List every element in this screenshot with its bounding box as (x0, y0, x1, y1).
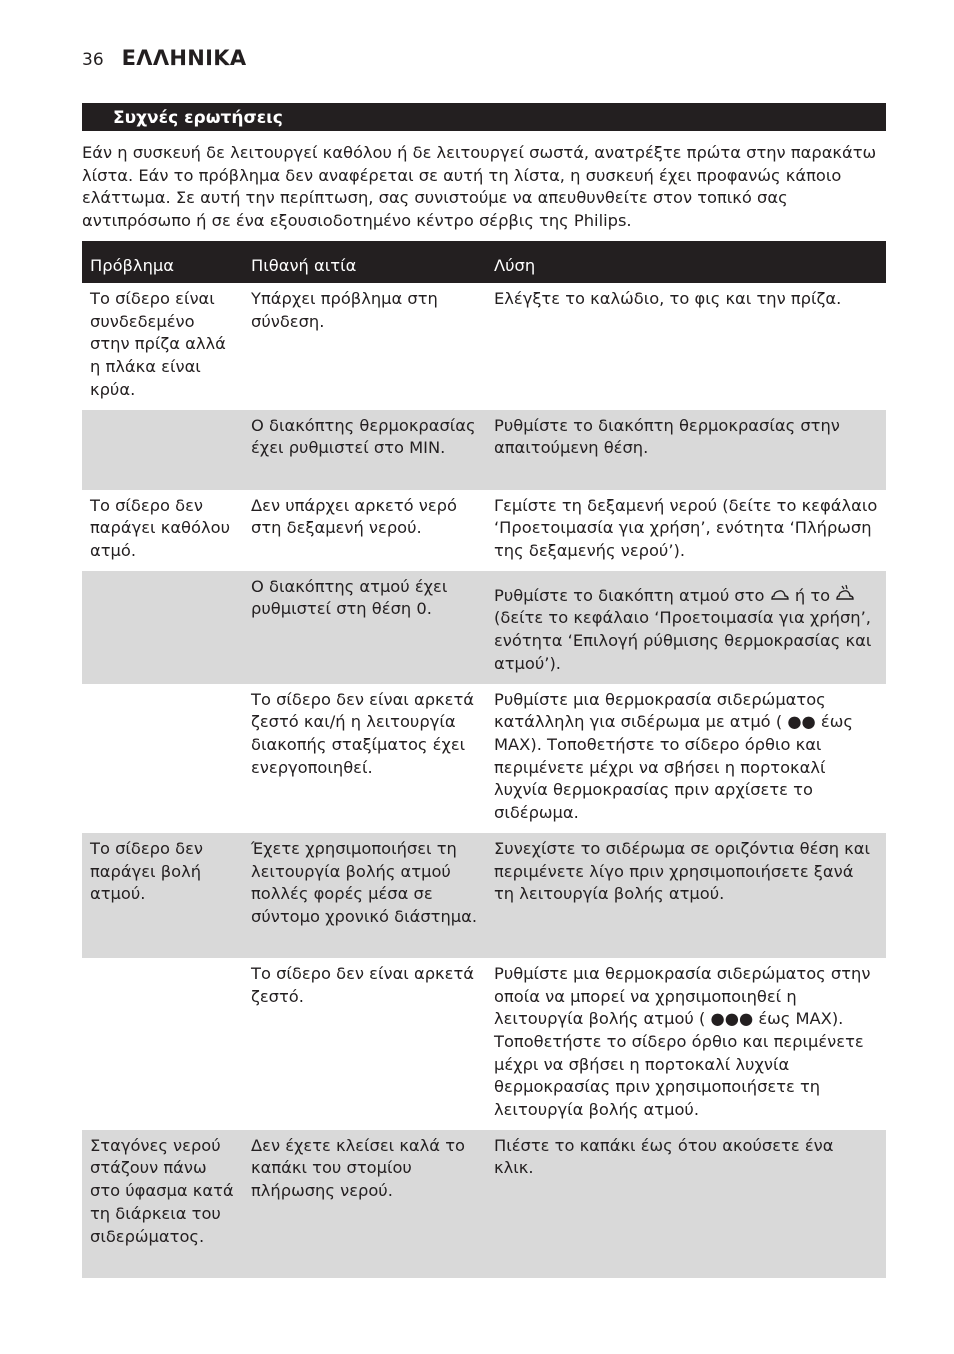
solution-text-part-1: Ρυθμίστε το διακόπτη ατμού στο (494, 585, 765, 605)
troubleshooting-table (82, 241, 886, 1278)
table-row (82, 1130, 886, 1278)
page-number: 36 (82, 50, 104, 70)
problem-cell: Το σίδερο δεν παράγει καθόλου ατμό. (90, 495, 230, 560)
table-row (82, 958, 886, 1130)
problem-cell (82, 684, 243, 833)
solution-text-part-3: (δείτε το κεφάλαιο ‘Προετοιμασία για χρήση’, ενότητα ‘Επιλογή ρύθμισης θερμοκρασίας και ατμού’). (494, 608, 872, 673)
cause-cell: Ο διακόπτης ατμού έχει ρυθμιστεί στη θέση 0. (243, 571, 486, 684)
cause-cell: Ο διακόπτης θερμοκρασίας έχει ρυθμιστεί στο MIN. (243, 410, 486, 490)
language-title: ΕΛΛΗΝΙΚΑ (121, 46, 247, 70)
cause-cell: Υπάρχει πρόβλημα στη σύνδεση. (251, 289, 438, 331)
problem-cell: Το σίδερο δεν παράγει βολή ατμού. (82, 833, 243, 958)
problem-cell (82, 410, 243, 490)
table-row (82, 283, 886, 410)
column-header-problem: Πρόβλημα (82, 241, 243, 283)
column-header-cause: Πιθανή αιτία (243, 241, 486, 283)
solution-cell: Πιέστε το καπάκι έως ότου ακούσετε ένα κλικ. (486, 1130, 886, 1278)
solution-cell: Γεμίστε τη δεξαμενή νερού (δείτε το κεφάλαιο ‘Προετοιμασία για χρήση’, ενότητα ‘Πλήρωση της δεξαμενής νερού’). (494, 495, 878, 560)
intro-paragraph: Εάν η συσκευή δε λειτουργεί καθόλου ή δε λειτουργεί σωστά, ανατρέξτε πρώτα στην παρακάτω λίστα. Εάν το πρόβλημα δεν αναφέρεται σε αυτή τη λίστα, η συσκευή έχει προφανώς κάποιο ελάττωμα. Σε αυτή την περίπτωση, σας συνιστούμε να απευθυνθείτε στον τοπικό σας αντιπρόσωπο ή σε ένα εξουσιοδοτημένο κέντρο σέρβις της Philips. (82, 143, 877, 230)
table-row (82, 410, 886, 490)
problem-cell (82, 958, 243, 1130)
table-row (82, 571, 886, 684)
solution-cell: Ελέγξτε το καλώδιο, το φις και την πρίζα. (494, 289, 842, 308)
section-title: Συχνές ερωτήσεις (82, 103, 886, 131)
cause-cell: Δεν υπάρχει αρκετό νερό στη δεξαμενή νερού. (251, 495, 457, 538)
steam-high-icon (835, 585, 855, 608)
problem-cell: Το σίδερο είναι συνδεδεμένο στην πρίζα αλλά η πλάκα είναι κρύα. (90, 289, 226, 399)
table-row (82, 684, 886, 833)
table-header-row (82, 241, 886, 283)
problem-cell: Σταγόνες νερού στάζουν πάνω στο ύφασμα κατά τη διάρκεια του σιδερώματος. (82, 1130, 243, 1278)
page-header (82, 46, 246, 70)
solution-cell: Ρυθμίστε μια θερμοκρασία σιδερώματος στην οποία να μπορεί να χρησιμοποιηθεί η λειτουργία βολής ατμού ( ●●● έως MAX). Τοποθετήστε το σίδερο όρθιο και περιμένετε μέχρι να σβήσει η πορτοκαλί λυχνία θερμοκρασίας πριν χρησιμοποιήσετε τη λειτουργία βολής ατμού. (494, 963, 871, 1120)
cause-cell: Δεν έχετε κλείσει καλά το καπάκι του στομίου πλήρωσης νερού. (243, 1130, 486, 1278)
steam-low-icon (770, 585, 790, 608)
cause-cell: Το σίδερο δεν είναι αρκετά ζεστό. (251, 963, 474, 1006)
table-row (82, 833, 886, 958)
solution-cell (486, 571, 886, 684)
column-header-solution: Λύση (486, 241, 886, 283)
cause-cell: Το σίδερο δεν είναι αρκετά ζεστό και/ή η λειτουργία διακοπής σταξίματος έχει ενεργοποιηθεί. (251, 689, 474, 777)
solution-text-part-2: ή το (794, 585, 831, 605)
solution-cell: Ρυθμίστε το διακόπτη θερμοκρασίας στην απαιτούμενη θέση. (486, 410, 886, 490)
cause-cell: Έχετε χρησιμοποιήσει τη λειτουργία βολής ατμού πολλές φορές μέσα σε σύντομο χρονικό διάστημα. (243, 833, 486, 958)
solution-cell: Συνεχίστε το σιδέρωμα σε οριζόντια θέση και περιμένετε λίγο πριν χρησιμοποιήσετε ξανά τη λειτουργία βολής ατμού. (486, 833, 886, 958)
table-row (82, 490, 886, 571)
problem-cell (82, 571, 243, 684)
solution-cell: Ρυθμίστε μια θερμοκρασία σιδερώματος κατάλληλη για σιδέρωμα με ατμό ( ●● έως MAX). Τοποθετήστε το σίδερο όρθιο και περιμένετε μέχρι να σβήσει η πορτοκαλί λυχνία θερμοκρασίας πριν αρχίσετε το σιδέρωμα. (494, 689, 853, 823)
